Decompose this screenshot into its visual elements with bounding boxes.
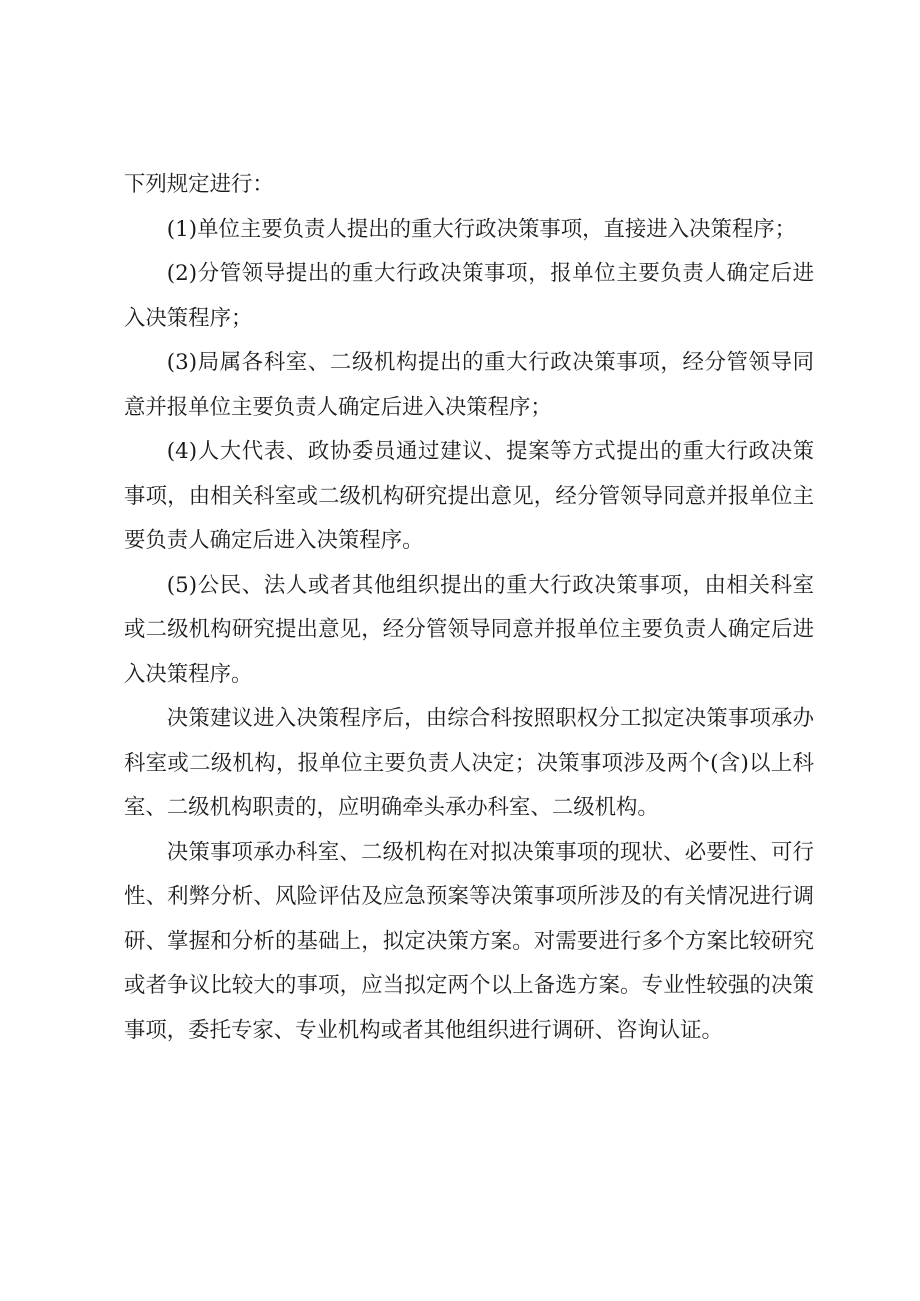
paragraph-continuation: 下列规定进行：: [124, 172, 274, 197]
paragraph-decision-plan: 决策事项承办科室、二级机构在对拟决策事项的现状、必要性、可行性、利弊分析、风险评估及应急预案等决策事项所涉及的有关情况进行调研、掌握和分析的基础上，拟定决策方案。对需要进行多个方案比较研究或者争议比较大的事项，应当拟定两个以上备选方案。专业性较强的决策事项，委托专家、专业机构或者其他组织进行调研、咨询认证。: [124, 839, 814, 1043]
paragraph-decision-assignment: 决策建议进入决策程序后，由综合科按照职权分工拟定决策事项承办科室或二级机构，报单位主要负责人决定；决策事项涉及两个(含)以上科室、二级机构职责的，应明确牵头承办科室、二级机构。: [124, 706, 814, 820]
paragraph-item-1: (1)单位主要负责人提出的重大行政决策事项，直接进入决策程序；: [166, 216, 797, 242]
paragraph-item-2: (2)分管领导提出的重大行政决策事项，报单位主要负责人确定后进入决策程序；: [124, 261, 814, 331]
paragraph-item-4: (4)人大代表、政协委员通过建议、提案等方式提出的重大行政决策事项，由相关科室或二级机构研究提出意见，经分管领导同意并报单位主要负责人确定后进入决策程序。: [124, 439, 814, 553]
paragraph-item-5: (5)公民、法人或者其他组织提出的重大行政决策事项，由相关科室或二级机构研究提出意见，经分管领导同意并报单位主要负责人确定后进入决策程序。: [124, 572, 814, 687]
document-page: [124, 163, 814, 1053]
paragraph-item-3: (3)局属各科室、二级机构提出的重大行政决策事项，经分管领导同意并报单位主要负责人确定后进入决策程序；: [124, 350, 814, 420]
